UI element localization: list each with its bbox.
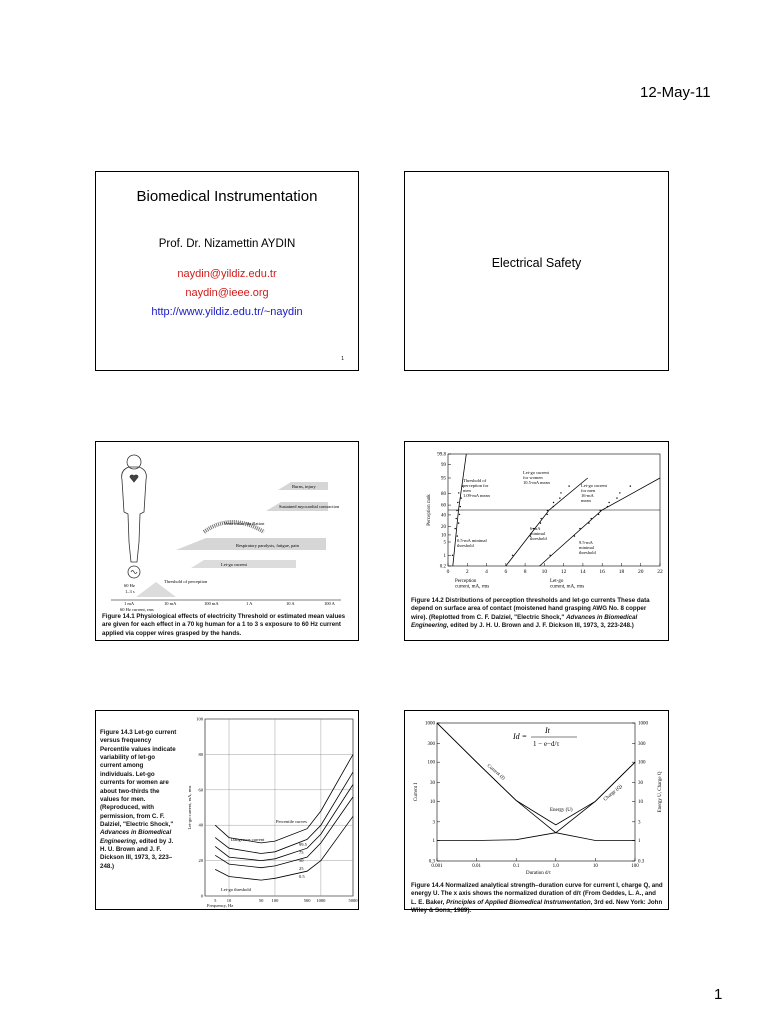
x-tick-label: 16 [599, 569, 605, 575]
page-number: 1 [714, 986, 723, 1003]
human-figure [122, 455, 147, 578]
slide-6-figure [404, 710, 669, 915]
data-point [460, 497, 461, 498]
x-tick-label: 5000 [348, 898, 358, 903]
y-tick-label-right: 1000 [638, 721, 648, 727]
data-point [549, 555, 550, 556]
axis-tick: 100 mA [204, 601, 219, 606]
x-axis-caption: Perception current, mA, rms [455, 579, 490, 590]
series-label: Energy (U) [550, 808, 573, 813]
data-point [457, 502, 458, 503]
data-point [547, 510, 548, 511]
x-tick-label: 20 [637, 569, 644, 575]
y-axis-label: Perception rank [427, 494, 432, 526]
y-tick-label: 1 [432, 839, 435, 845]
x-tick-label: 5 [214, 898, 217, 903]
x-tick-label: 0.01 [472, 864, 481, 869]
caption-italic: Advances in Biomedical Engineering [411, 613, 638, 630]
series-line [506, 478, 588, 566]
data-point [619, 492, 620, 493]
curve-label: 75 [299, 850, 304, 855]
y-tick-label-right: 300 [638, 741, 646, 747]
y-tick-label-right: 100 [638, 760, 646, 766]
y-tick-label-right: 1 [638, 839, 641, 845]
x-tick-label: 100 [271, 898, 279, 903]
physiological-effects-figure [96, 442, 358, 612]
y-tick-label: 10 [430, 799, 435, 805]
caption-lead: Figure 14.4 Normalized analytical strength–duration curve for current I, charge Q, and energy U. The x axis shows the normalized duration of d/τ (From Geddes, L. A., and L. E. Baker, [411, 882, 663, 906]
caption-italic: Advances in Biomedical Engineering [100, 829, 172, 845]
data-point [546, 514, 547, 515]
slide-number: 1 [341, 356, 344, 362]
effect-label: Let-go current [221, 562, 247, 567]
x-tick-label: 0.1 [513, 864, 520, 869]
caption-tail: , edited by J. H. U. Brown and J. F. Dickson III, 1973, 3, 223-248.) [446, 622, 634, 630]
slide-3-figure [95, 441, 359, 641]
annotation: 0.5-mA minimal threshold [457, 538, 487, 548]
data-point [616, 497, 617, 498]
y-tick-label: 60 [441, 503, 446, 509]
slide-5-figure [95, 710, 359, 910]
data-point [574, 535, 575, 536]
data-point [559, 497, 560, 498]
axis-label: 60 Hz current, rms [120, 607, 154, 612]
data-point [608, 502, 609, 503]
curve-label: 0.5 [299, 874, 305, 879]
y-tick-label: 100 [196, 716, 203, 722]
letgo-frequency-chart [181, 711, 359, 911]
source-label-hz: 60 Hz [124, 583, 135, 588]
y-tick-label: 20 [198, 858, 203, 864]
y-tick-label: 100 [427, 760, 435, 766]
x-tick-label: 10 [592, 864, 598, 869]
data-point [553, 506, 554, 507]
formula-denominator: 1 − e−d/τ [533, 740, 560, 748]
annotation: Threshold of perception for men 1.09-mA mean [463, 478, 490, 498]
data-point [560, 492, 561, 493]
slide-1-title [95, 171, 359, 371]
formula-numerator: It [545, 726, 550, 735]
x-tick-label: 2 [465, 569, 469, 575]
x-tick-label: 1000 [316, 898, 326, 903]
x-tick-label: 4 [485, 569, 488, 575]
effect-label: Burns, injury [292, 484, 316, 489]
axis-tick: 10 mA [164, 601, 177, 606]
y-axis-label: Let-go current, mA, rms [187, 785, 192, 830]
data-point [540, 518, 541, 519]
data-point [553, 502, 554, 503]
y-tick-label: 0.2 [439, 564, 446, 570]
plot-frame [205, 719, 353, 896]
slide-title: Biomedical Instrumentation [136, 188, 318, 205]
y-tick-label: 95 [441, 476, 446, 482]
effect-label: Respiratory paralysis, fatigue, pain [236, 543, 299, 548]
axis-tick: 1 mA [124, 601, 135, 606]
y-tick-label: 99.8 [437, 452, 446, 458]
y-tick-label: 20 [441, 524, 446, 530]
annotation: Let-go current for men 16-mA mean [581, 483, 607, 503]
data-point [599, 510, 600, 511]
x-tick-label: 8 [523, 569, 527, 575]
data-point [512, 555, 513, 556]
series-label: Current (I) [485, 763, 506, 782]
data-point [588, 522, 589, 523]
x-tick-label: 50 [258, 898, 264, 903]
annotation: Let-go current for women 10.5-mA mean [523, 470, 550, 485]
axis-tick: 100 A [324, 601, 335, 606]
slide-4-figure [404, 441, 669, 641]
data-point [579, 528, 580, 529]
y-tick-label: 99 [441, 463, 446, 469]
y-axis-label: Current I [414, 782, 419, 802]
x-axis-label: Frequency, Hz [207, 903, 234, 908]
data-point [568, 485, 569, 486]
y-tick-label: 80 [441, 492, 446, 498]
y-tick-label: 300 [427, 741, 435, 747]
effect-label: Sustained myocardial contraction [279, 504, 340, 509]
caption-lead: Figure 14.2 Distributions of perception thresholds and let-go currents These data depend on surface area of contact (moistened hand grasping AWG No. 8 copper wire). (Replotted from C. F. Dalziel, "Electric Shock," [411, 597, 650, 621]
curve-label: Percentile curves [276, 819, 307, 824]
x-axis-label: Duration d/τ [526, 871, 551, 876]
series-line [540, 478, 660, 566]
x-tick-label: 14 [580, 569, 586, 575]
data-point [456, 510, 457, 511]
x-tick-label: 12 [560, 569, 567, 575]
y-tick-label: 40 [198, 822, 203, 828]
axis-tick: 1 A [246, 601, 253, 606]
email-link-1[interactable]: naydin@yildiz.edu.tr [177, 268, 277, 280]
slide-title: Electrical Safety [491, 256, 582, 270]
data-point [607, 506, 608, 507]
data-point [454, 528, 455, 529]
data-point [630, 485, 631, 486]
y-tick-label: 1000 [425, 721, 435, 727]
series-line [215, 754, 353, 843]
perception-band [136, 582, 176, 597]
series-line [215, 797, 353, 868]
y-tick-label: 10 [441, 533, 446, 539]
data-point [458, 492, 459, 493]
annotation: 9.5-mA minimal threshold [579, 540, 596, 555]
x-tick-label: 0 [446, 569, 450, 575]
y-tick-label: 3 [432, 820, 435, 826]
figure-caption [100, 729, 178, 871]
y-axis-label-right: Energy U, Charge Q [658, 771, 663, 813]
y-tick-label: 5 [443, 540, 446, 546]
caption-tail: , 3rd ed. New York: John Wiley & Sons, 1989). [411, 898, 663, 915]
data-point [460, 506, 461, 507]
y-tick-label-right: 10 [638, 799, 643, 805]
x-tick-label: 1.0 [552, 864, 559, 869]
data-point [590, 518, 591, 519]
figure-caption: Figure 14.1 Physiological effects of electricity Threshold or estimated mean values are given for each effect in a 70 kg human for a 1 to 3 s exposure to 60 Hz current applied via copper wires grasped by the hands. [102, 613, 346, 637]
curve-label: 50 [299, 858, 304, 863]
slide-2-title [404, 171, 669, 371]
effect-label: Threshold of perception [164, 579, 208, 584]
strength-duration-chart [405, 711, 667, 879]
y-tick-label: 1 [443, 553, 446, 559]
email-link-2[interactable]: naydin@ieee.org [185, 287, 269, 299]
figure-caption [411, 882, 663, 915]
curve-label: Dangerous current [231, 837, 265, 842]
y-tick-label: 80 [198, 751, 203, 757]
x-axis-caption: Let-go current, mA, rms [550, 579, 585, 590]
data-point [457, 535, 458, 536]
x-tick-label: 0.001 [431, 864, 443, 869]
slide-author: Prof. Dr. Nizamettin AYDIN [158, 238, 296, 250]
y-tick-label: 0 [200, 893, 203, 899]
data-point [598, 514, 599, 515]
perception-rank-chart [405, 442, 667, 597]
caption-tail: , edited by J. H. U. Brown and J. F. Dickson III, 1973, 3, 223–248.) [100, 837, 174, 870]
y-tick-label: 60 [198, 787, 203, 793]
y-tick-label: 30 [430, 781, 435, 787]
effect-label: Ventricular fibrillation [224, 521, 265, 526]
curve-label: 99.5 [299, 842, 307, 847]
x-tick-label: 100 [631, 864, 639, 869]
y-tick-label-right: 0.3 [638, 859, 645, 865]
data-point [540, 522, 541, 523]
header-date: 12-May-11 [640, 84, 711, 101]
caption-lead: Figure 14.3 Let-go current versus frequency Percentile values indicate variability of let-go current among individuals. Let-go currents for women are about two-thirds the values for men. (Reproduced, with permission, from C. F. Dalziel, "Electric Shock," [100, 729, 177, 828]
source-label-dur: 1–3 s [125, 589, 135, 594]
y-tick-label-right: 3 [638, 820, 641, 826]
data-point [458, 522, 459, 523]
y-tick-label: 40 [441, 513, 446, 519]
x-tick-label: 10 [541, 569, 548, 575]
figure-caption [411, 597, 663, 630]
x-tick-label: 22 [657, 569, 663, 575]
x-tick-label: 500 [303, 898, 311, 903]
formula-lhs: Id = [513, 732, 528, 741]
caption-italic: Principles of Applied Biomedical Instrumentation [446, 898, 591, 906]
series-line [437, 723, 635, 825]
y-tick-label-right: 30 [638, 781, 643, 787]
y-tick-label: 0.3 [428, 859, 435, 865]
axis-tick: 10 A [286, 601, 295, 606]
curve-label: Let-go threshold [221, 887, 251, 892]
data-point [455, 518, 456, 519]
x-tick-label: 10 [226, 898, 232, 903]
annotation: 6-mA minimal threshold [530, 526, 547, 541]
website-link[interactable]: http://www.yildiz.edu.tr/~naydin [151, 306, 303, 318]
data-point [452, 555, 453, 556]
data-point [459, 514, 460, 515]
curve-label: 25 [299, 866, 304, 871]
x-tick-label: 18 [618, 569, 625, 575]
current-axis-ticks [124, 601, 336, 606]
series-label: Charge (Q) [603, 784, 624, 803]
x-tick-label: 6 [504, 569, 508, 575]
